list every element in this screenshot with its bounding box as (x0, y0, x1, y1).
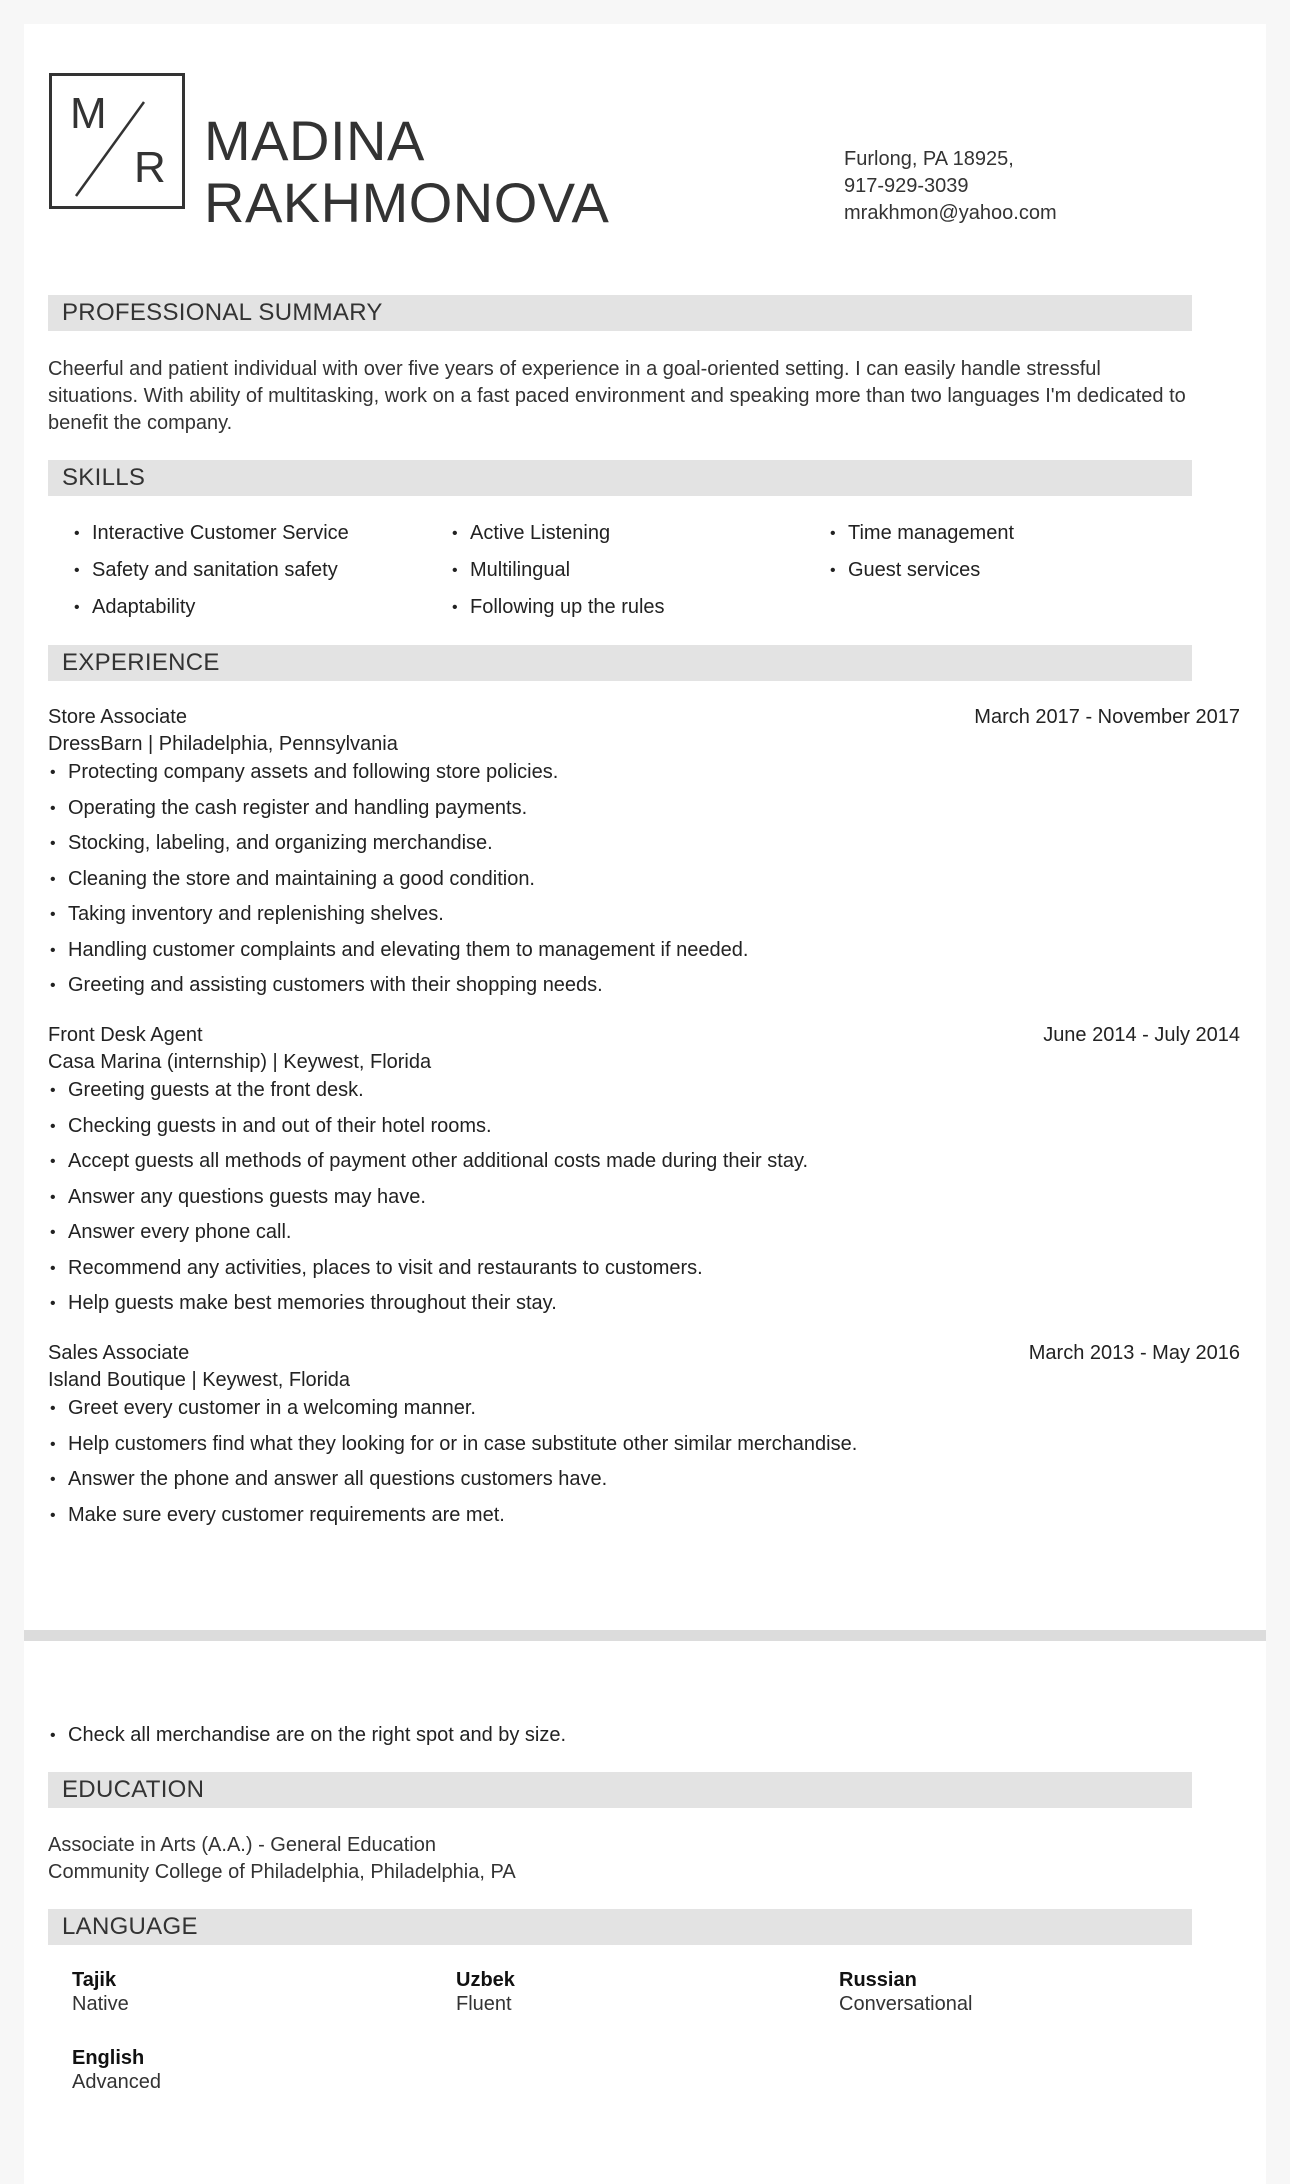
education-school: Community College of Philadelphia, Philadelphia, PA (48, 1861, 516, 1883)
list-item: • Help customers find what they looking for or in case substitute other similar merchandise. (50, 1432, 858, 1455)
language-level: Advanced (72, 2071, 161, 2093)
job-dates: June 2014 - July 2014 (1043, 1024, 1240, 1046)
skill-item: • Guest services (830, 559, 981, 581)
skill-item: • Following up the rules (452, 596, 665, 618)
language-heading: LANGUAGE (48, 1909, 1192, 1945)
list-item: • Accept guests all methods of payment other additional costs made during their stay. (50, 1150, 809, 1172)
language-item (72, 2046, 432, 2094)
monogram-first-initial: M (70, 89, 107, 138)
job-bullets (48, 759, 1192, 1008)
skills-column-2 (450, 520, 810, 631)
list-item: • Greet every customer in a welcoming manner. (50, 1397, 476, 1419)
education-heading: EDUCATION (48, 1772, 1192, 1808)
monogram-last-initial: R (134, 143, 166, 192)
first-name: MADINA (204, 109, 425, 172)
language-item (456, 1968, 816, 2016)
language-name: Uzbek (456, 1969, 515, 1991)
list-item: • Make sure every customer requirements are met. (50, 1503, 505, 1526)
education-degree: Associate in Arts (A.A.) - General Education (48, 1834, 436, 1856)
list-item: • Recommend any activities, places to visit and restaurants to customers. (50, 1256, 703, 1279)
job-company: Island Boutique | Keywest, Florida (48, 1369, 351, 1391)
summary-heading: PROFESSIONAL SUMMARY (48, 295, 1192, 331)
language-item (72, 1968, 432, 2016)
job-title: Store Associate (48, 706, 187, 728)
job-company: Casa Marina (internship) | Keywest, Florida (48, 1051, 432, 1073)
skill-item: • Safety and sanitation safety (74, 559, 338, 581)
list-item: • Taking inventory and replenishing shelves. (50, 903, 444, 925)
list-item: • Answer any questions guests may have. (50, 1185, 426, 1208)
job-company: DressBarn | Philadelphia, Pennsylvania (48, 733, 398, 755)
language-item (839, 1968, 1199, 2016)
language-level: Conversational (839, 1993, 973, 2015)
list-item: • Greeting and assisting customers with their shopping needs. (50, 974, 603, 996)
job-bullets-continued (48, 1722, 1192, 1758)
phone: 917-929-3039 (844, 175, 969, 197)
job-title: Sales Associate (48, 1342, 190, 1364)
list-item: • Handling customer complaints and elevating them to management if needed. (50, 938, 749, 961)
last-name: RAKHMONOVA (204, 171, 610, 234)
language-name: English (72, 2047, 145, 2069)
list-item: • Check all merchandise are on the right spot and by size. (50, 1724, 567, 1746)
list-item: • Answer every phone call. (50, 1221, 292, 1243)
job-title: Front Desk Agent (48, 1024, 203, 1046)
email: mrakhmon@yahoo.com (844, 202, 1057, 224)
page-break (24, 1630, 1266, 1641)
monogram-logo (49, 73, 185, 209)
list-item: • Checking guests in and out of their hotel rooms. (50, 1114, 492, 1137)
skill-item: • Adaptability (74, 596, 196, 618)
language-name: Tajik (72, 1969, 117, 1991)
skill-item: • Active Listening (452, 522, 611, 544)
language-level: Fluent (456, 1993, 512, 2015)
skills-column-1 (72, 520, 432, 631)
job-bullets (48, 1395, 1192, 1537)
experience-heading: EXPERIENCE (48, 645, 1192, 681)
summary-text: Cheerful and patient individual with over five years of experience in a goal-oriented setting. I can easily handle stressful situations. With ability of multitasking, work on a fast paced environment and speaking more than two languages I'm dedicated to benefit the company. (48, 358, 1186, 434)
job-dates: March 2017 - November 2017 (974, 706, 1240, 728)
skills-column-3 (828, 520, 1188, 594)
list-item: • Help guests make best memories throughout their stay. (50, 1292, 557, 1314)
job-bullets (48, 1077, 1192, 1326)
skill-item: • Time management (830, 522, 1014, 544)
skill-item: • Interactive Customer Service (74, 522, 349, 544)
language-name: Russian (839, 1969, 917, 1991)
skills-heading: SKILLS (48, 460, 1192, 496)
contact-info (844, 146, 1057, 227)
list-item: • Operating the cash register and handling payments. (50, 796, 528, 819)
address: Furlong, PA 18925, (844, 148, 1014, 170)
list-item: • Cleaning the store and maintaining a good condition. (50, 867, 535, 890)
list-item: • Greeting guests at the front desk. (50, 1079, 364, 1101)
list-item: • Protecting company assets and following store policies. (50, 761, 559, 783)
skill-item: • Multilingual (452, 559, 571, 581)
list-item: • Stocking, labeling, and organizing merchandise. (50, 832, 493, 854)
language-level: Native (72, 1993, 129, 2015)
candidate-name (204, 110, 609, 234)
list-item: • Answer the phone and answer all questions customers have. (50, 1468, 608, 1490)
job-dates: March 2013 - May 2016 (1028, 1342, 1240, 1364)
